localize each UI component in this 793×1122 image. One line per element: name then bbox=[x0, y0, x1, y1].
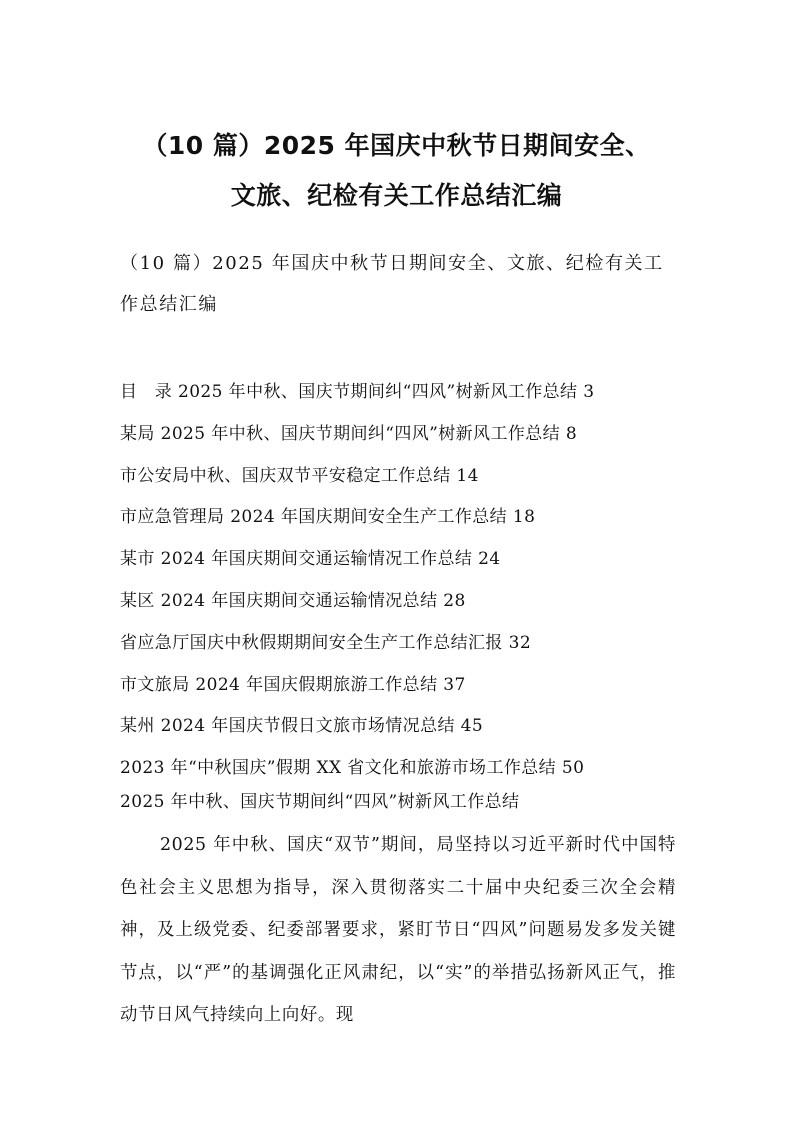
toc-item: 某区 2024 年国庆期间交通运输情况总结 28 bbox=[120, 590, 466, 611]
document-subtitle: （10 篇）2025 年国庆中秋节日期间安全、文旅、纪检有关工作总结汇编 bbox=[120, 253, 664, 315]
toc-item: 目 录 2025 年中秋、国庆节期间纠“四风”树新风工作总结 3 bbox=[120, 382, 595, 402]
section-heading: 2025 年中秋、国庆节期间纠“四风”树新风工作总结 bbox=[120, 792, 520, 812]
title-line-1: （10 篇）2025 年国庆中秋节日期间安全、 bbox=[142, 131, 651, 160]
toc-item: 市公安局中秋、国庆双节平安稳定工作总结 14 bbox=[120, 465, 479, 486]
document-title bbox=[70, 121, 723, 221]
toc-item: 某市 2024 年国庆期间交通运输情况工作总结 24 bbox=[120, 549, 501, 570]
toc-item: 省应急厅国庆中秋假期期间安全生产工作总结汇报 32 bbox=[120, 632, 532, 653]
toc-item: 2023 年“中秋国庆”假期 XX 省文化和旅游市场工作总结 50 bbox=[120, 758, 585, 779]
body-paragraph: 2025 年中秋、国庆“双节”期间，局坚持以习近平新时代中国特色社会主义思想为指导，深入贯彻落实二十届中央纪委三次全会精神，及上级党委、纪委部署要求，紧盯节日“四风”问题易发多发关键节点，以“严”的基调强化正风肃纪，以“实”的举措弘扬新风正气，推动节日风气持续向上向好。现 bbox=[120, 835, 676, 1026]
toc-item: 某州 2024 年国庆节假日文旅市场情况总结 45 bbox=[120, 716, 484, 737]
toc-item: 某局 2025 年中秋、国庆节期间纠“四风”树新风工作总结 8 bbox=[120, 423, 578, 444]
title-line-2: 文旅、纪检有关工作总结汇编 bbox=[230, 181, 563, 210]
toc-item: 市文旅局 2024 年国庆假期旅游工作总结 37 bbox=[120, 674, 466, 695]
toc-item: 市应急管理局 2024 年国庆期间安全生产工作总结 18 bbox=[120, 507, 536, 528]
table-of-contents bbox=[120, 372, 680, 790]
